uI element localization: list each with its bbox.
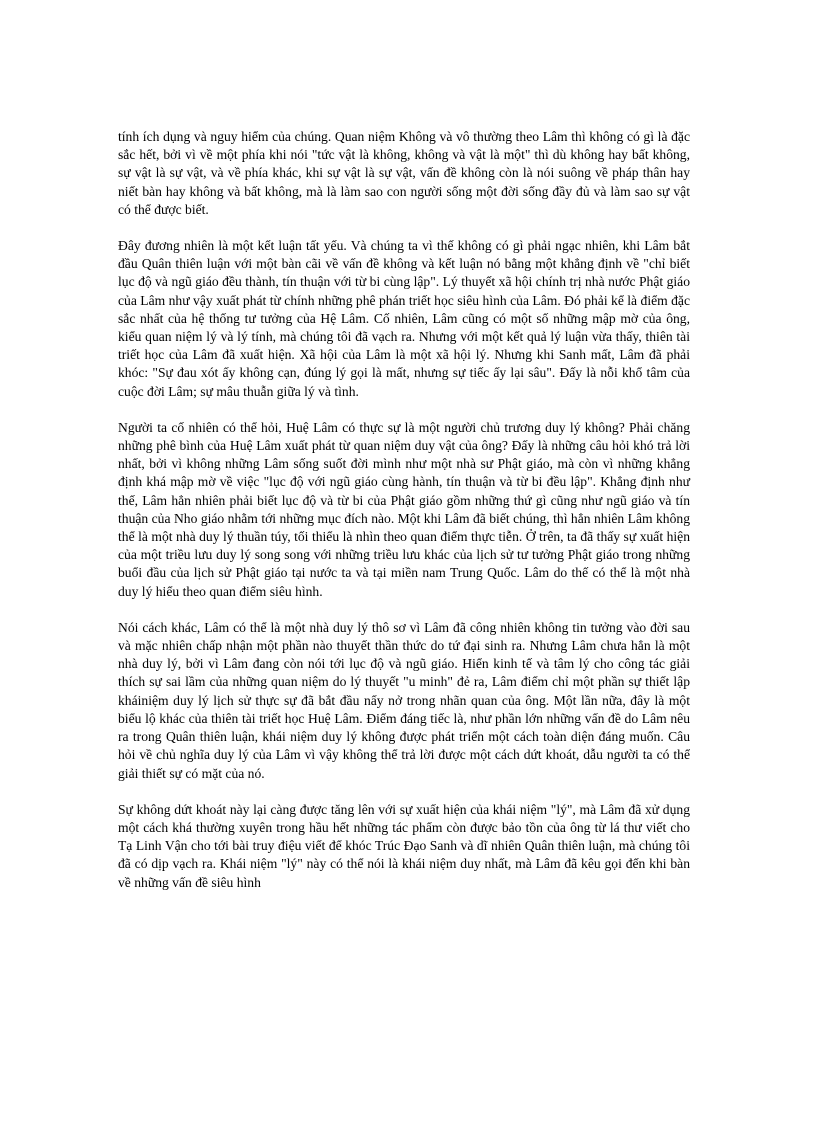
paragraph-4: Nói cách khác, Lâm có thể là một nhà duy lý thô sơ vì Lâm đã công nhiên không tin tưởng vào đời sau và mặc nhiên chấp nhận một phần nào thuyết thần thức do tứ đại sinh ra. Nhưng Lâm chưa hẳn là một nhà duy lý, bởi vì Lâm đang còn nói tới lục độ và ngũ giáo. Hiển kinh tế và tâm lý cho công tác giải thích sự sai lầm của những quan niệm do lý thuyết "u minh" đẻ ra, Lâm điểm chỉ một phần sự thiết lập kháiniệm duy lý lịch sử thực sự đã bắt đầu nẩy nở trong nhãn quan của ông. Một lần nữa, đây là một biểu lộ khác của thiên tài triết học Huệ Lâm. Điểm đáng tiếc là, như phần lớn những vấn đề do Lâm nêu ra trong Quân thiên luận, khái niệm duy lý không được phát triển một cách toàn diện đáng muốn. Câu hỏi về chủ nghĩa duy lý của Lâm vì vậy không thể trả lời được một cách dứt khoát, dẫu người ta có thể giải thiết sự có mặt của nó. <box>118 619 690 781</box>
paragraph-1: tính ích dụng và nguy hiểm của chúng. Quan niệm Không và vô thường theo Lâm thì không có gì là đặc sắc hết, bởi vì về một phía khi nói "tức vật là không, không và vật là một" thì dù không hay bất không, sự vật là sự vật, và về phía khác, khi sự vật là sự vật, vấn đề không còn là nói suông về pháp thân hay niết bàn hay không và bất không, mà là làm sao con người sống một đời sống đầy đủ và làm sao sự vật có thể được biết. <box>118 129 690 217</box>
paragraph-2: Đây đương nhiên là một kết luận tất yếu. Và chúng ta vì thế không có gì phải ngạc nhiên, khi Lâm bắt đầu Quân thiên luận với một bàn cãi về vấn đề không và kết luận nó bằng một khẳng định về "chỉ biết lục độ và ngũ giáo đều thành, tín thuận với từ bi cùng lập". Lý thuyết xã hội chính trị nhà nước Phật giáo của Lâm như vậy xuất phát từ chính những phê phán triết học siêu hình của Lâm. Đó phải kể là điểm đặc sắc nhất của hệ thống tư tưởng của Hệ Lâm. Cố nhiên, Lâm cũng có một số những mập mờ của ông, kiểu quan niệm lý và lý tính, mà chúng tôi đã vạch ra. Nhưng với một kết quả lý luận vừa thấy, thiên tài triết học của Lâm đã xuất hiện. Xã hội của Lâm là một xã hội lý. Nhưng khi Sanh mất, Lâm đã phải khóc: "Sự đau xót ấy không cạn, đúng lý gọi là mất, nhưng sự tiếc ấy lại sâu". Đấy là nỗi khổ tâm của cuộc đời Lâm; sự mâu thuẫn giữa lý và tình. <box>118 238 690 399</box>
paragraph-3: Người ta cố nhiên có thể hỏi, Huệ Lâm có thực sự là một người chủ trương duy lý không? Phải chăng những phê bình của Huệ Lâm xuất phát từ quan niệm duy vật của ông? Đấy là những câu hỏi khó trả lời nhất, bởi vì không những Lâm sống suốt đời mình như một nhà sư Phật giáo, mà còn vì những khẳng định khá mập mờ về việc "lục độ với ngũ giáo cùng hành, tín thuận và từ bi đều lập". Khẳng định như thế, Lâm hẳn nhiên phải biết lục độ và từ bi của Phật giáo gồm những thứ gì cũng như ngũ giáo và tín thuận của Nho giáo nhằm tới những mục đích nào. Một khi Lâm đã biết chúng, thì hẳn nhiên Lâm không thể là một nhà duy lý thuần túy, tối thiểu là nhìn theo quan điểm thực tiễn. Ở trên, ta đã thấy sự xuất hiện của một triều lưu duy lý song song với những triều lưu khác của lịch sử tư tưởng Phật giáo trong những buổi đầu của lịch sử Phật giáo tại nước ta và tại miền nam Trung Quốc. Lâm do thế có thể là một nhà duy lý hiểu theo quan điểm siêu hình. <box>118 419 690 599</box>
body-text <box>118 128 690 910</box>
paragraph-5: Sự không dứt khoát này lại càng được tăng lên với sự xuất hiện của khái niệm "lý", mà Lâm đã xử dụng một cách khá thường xuyên trong hầu hết những tác phẩm còn được bảo tồn của ông từ lá thư viết cho Tạ Linh Vận cho tới bài truy điệu viết để khóc Trúc Đạo Sanh và dĩ nhiên Quân thiên luận, mà chúng tôi đã có dịp vạch ra. Khái niệm "lý" này có thể nói là khái niệm duy nhất, mà Lâm đã kêu gọi đến khi bàn về những vấn đề siêu hình <box>118 801 690 890</box>
